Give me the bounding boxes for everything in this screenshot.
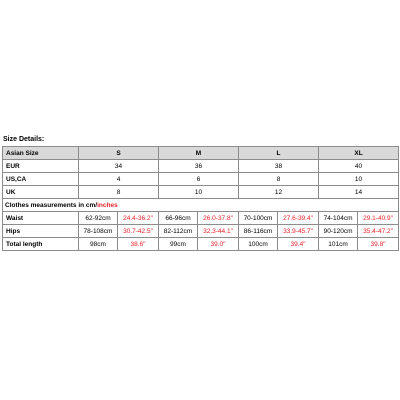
size-value-cell: 40 <box>319 160 399 173</box>
inch-value-cell: 38.6" <box>118 238 159 251</box>
size-value-cell: 36 <box>159 160 239 173</box>
row-label: Hips <box>3 225 79 238</box>
size-value-cell: 34 <box>79 160 159 173</box>
row-label: EUR <box>3 160 79 173</box>
size-value-cell: 10 <box>319 173 399 186</box>
size-column-header: S <box>79 147 159 160</box>
inch-value-cell: 30.7-42.5" <box>118 225 159 238</box>
cm-value-cell: 62-92cm <box>79 212 118 225</box>
inch-value-cell: 35.4-47.2" <box>358 225 399 238</box>
inch-value-cell: 39.8" <box>358 238 399 251</box>
size-column-header: M <box>159 147 239 160</box>
cm-value-cell: 100cm <box>239 238 278 251</box>
cm-value-cell: 90-120cm <box>319 225 358 238</box>
cm-value-cell: 78-108cm <box>79 225 118 238</box>
size-value-cell: 4 <box>79 173 159 186</box>
size-chart-table <box>2 146 399 251</box>
measurements-heading <box>3 199 399 212</box>
size-value-cell: 38 <box>239 160 319 173</box>
inch-value-cell: 39.0" <box>198 238 239 251</box>
size-row-us-ca <box>3 173 399 186</box>
row-label: US,CA <box>3 173 79 186</box>
size-value-cell: 10 <box>159 186 239 199</box>
inches-highlight: inches <box>97 201 118 209</box>
cm-value-cell: 86-116cm <box>239 225 278 238</box>
size-value-cell: 6 <box>159 173 239 186</box>
size-row-eur <box>3 160 399 173</box>
size-value-cell: 8 <box>79 186 159 199</box>
inch-value-cell: 33.9-45.7" <box>278 225 319 238</box>
row-label: UK <box>3 186 79 199</box>
measurements-heading-row <box>3 199 399 212</box>
cm-value-cell: 82-112cm <box>159 225 198 238</box>
size-value-cell: 8 <box>239 173 319 186</box>
size-column-header: XL <box>319 147 399 160</box>
inch-value-cell: 29.1-40.9" <box>358 212 399 225</box>
asian-size-label: Asian Size <box>3 147 79 160</box>
measurement-row-hips <box>3 225 399 238</box>
measurement-row-waist <box>3 212 399 225</box>
cm-value-cell: 66-96cm <box>159 212 198 225</box>
size-details-title: Size Details: <box>3 136 45 143</box>
size-column-header: L <box>239 147 319 160</box>
inch-value-cell: 39.4" <box>278 238 319 251</box>
cm-value-cell: 74-104cm <box>319 212 358 225</box>
cm-value-cell: 99cm <box>159 238 198 251</box>
row-label: Waist <box>3 212 79 225</box>
inch-value-cell: 27.6-39.4" <box>278 212 319 225</box>
inch-value-cell: 26.0-37.8" <box>198 212 239 225</box>
row-label: Total length <box>3 238 79 251</box>
measurements-heading-text: Clothes measurements in cm/ <box>5 201 98 209</box>
size-value-cell: 14 <box>319 186 399 199</box>
cm-value-cell: 101cm <box>319 238 358 251</box>
inch-value-cell: 32.3-44.1" <box>198 225 239 238</box>
size-value-cell: 12 <box>239 186 319 199</box>
measurement-row-total-length <box>3 238 399 251</box>
cm-value-cell: 70-100cm <box>239 212 278 225</box>
size-row-uk <box>3 186 399 199</box>
cm-value-cell: 98cm <box>79 238 118 251</box>
inch-value-cell: 24.4-36.2" <box>118 212 159 225</box>
size-header-row <box>3 147 399 160</box>
